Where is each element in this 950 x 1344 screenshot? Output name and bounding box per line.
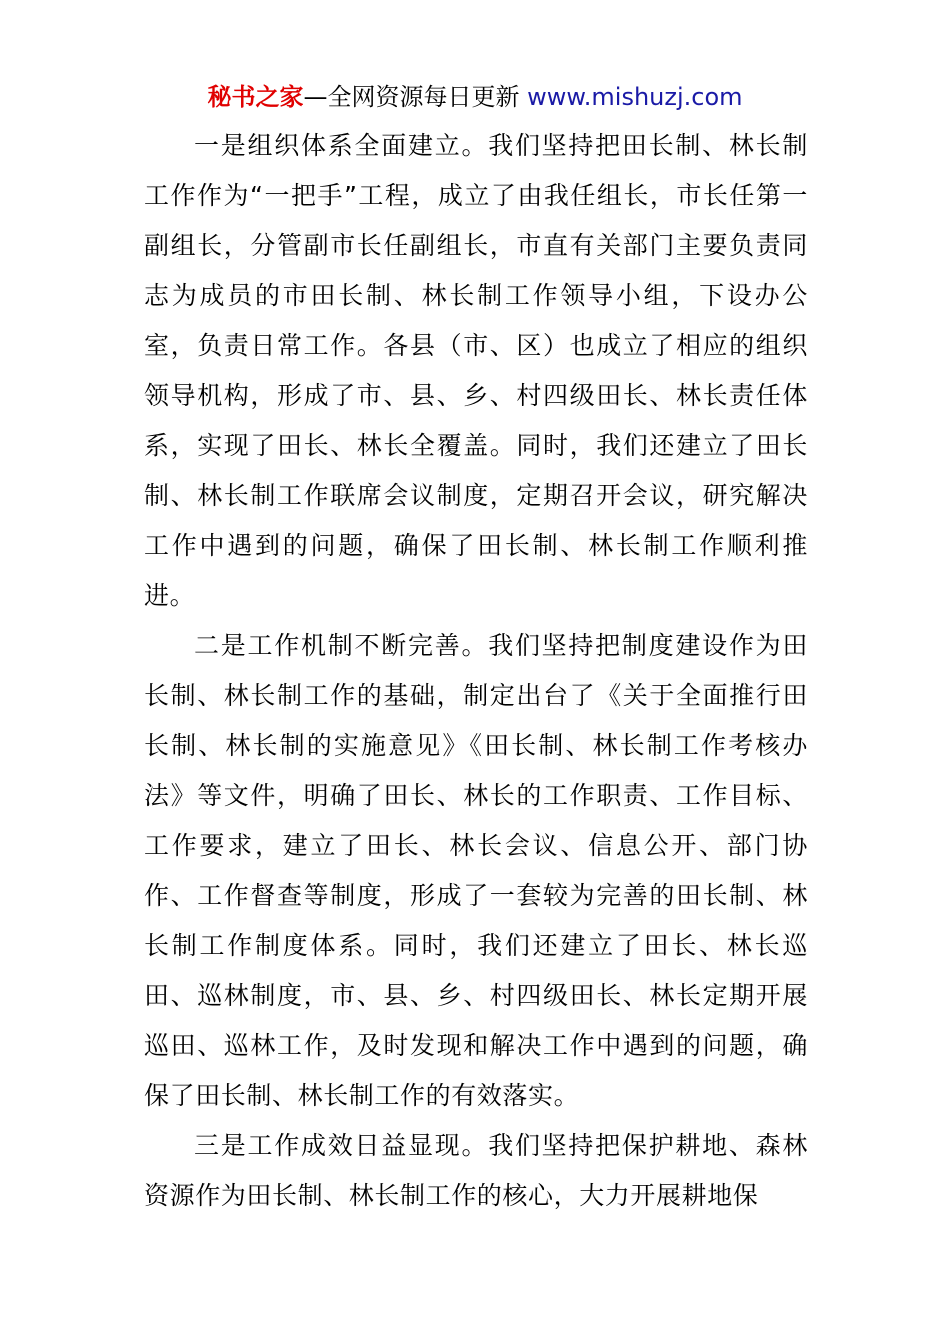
site-header <box>0 80 950 114</box>
site-tagline: —全网资源每日更新 <box>303 83 528 111</box>
document-body <box>144 121 808 1221</box>
site-brand: 秘书之家 <box>207 83 304 111</box>
site-url-link[interactable]: www.mishuzj.com <box>527 83 743 111</box>
paragraph-work-mechanism: 二是工作机制不断完善。我们坚持把制度建设作为田长制、林长制工作的基础，制定出台了《关于全面推行田长制、林长制的实施意见》《田长制、林长制工作考核办法》等文件，明确了田长、林长的工作职责、工作目标、工作要求，建立了田长、林长会议、信息公开、部门协作、工作督查等制度，形成了一套较为完善的田长制、林长制工作制度体系。同时，我们还建立了田长、林长巡田、巡林制度，市、县、乡、村四级田长、林长定期开展巡田、巡林工作，及时发现和解决工作中遇到的问题，确保了田长制、林长制工作的有效落实。 <box>144 631 808 1110</box>
paragraph-work-results: 三是工作成效日益显现。我们坚持把保护耕地、森林资源作为田长制、林长制工作的核心，大力开展耕地保 <box>144 1131 808 1210</box>
paragraph-organization-system: 一是组织体系全面建立。我们坚持把田长制、林长制工作作为“一把手”工程，成立了由我任组长，市长任第一副组长，分管副市长任副组长，市直有关部门主要负责同志为成员的市田长制、林长制工作领导小组，下设办公室，负责日常工作。各县（市、区）也成立了相应的组织领导机构，形成了市、县、乡、村四级田长、林长责任体系，实现了田长、林长全覆盖。同时，我们还建立了田长制、林长制工作联席会议制度，定期召开会议，研究解决工作中遇到的问题，确保了田长制、林长制工作顺利推进。 <box>144 131 808 610</box>
